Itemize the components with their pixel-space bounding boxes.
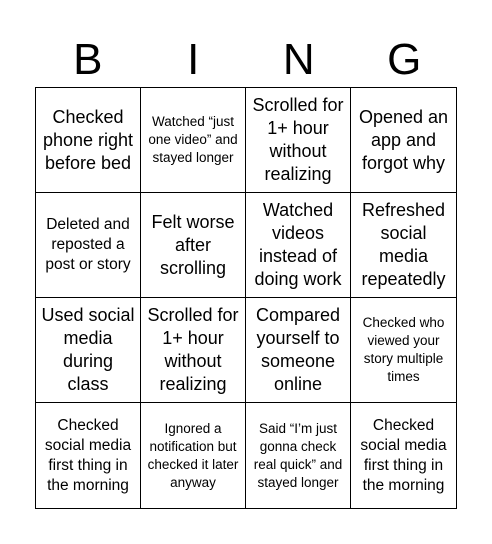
bingo-cell[interactable] [246,88,351,193]
cell-text: Opened an app and forgot why [358,106,449,173]
cell-text: Scrolled for 1+ hour without realizing [252,95,344,184]
cell-text: Refreshed social media repeatedly [361,200,446,289]
cell-text: Checked social media first thing in the morning [360,416,447,494]
bingo-cell[interactable] [36,403,141,508]
cell-text: Watched “just one video” and stayed longer [148,114,238,165]
cell-text: Ignored a notification but checked it later anyway [147,420,239,490]
bingo-cell[interactable] [36,193,141,298]
bingo-cell[interactable] [36,298,141,403]
header-letter-g: G [387,35,422,84]
cell-text: Compared yourself to someone online [255,305,341,394]
bingo-cell[interactable] [351,403,456,508]
bingo-cell[interactable] [246,193,351,298]
cell-text: Checked phone right before bed [42,106,134,173]
bingo-cell[interactable] [141,403,246,508]
bingo-cell[interactable] [246,403,351,508]
cell-text: Deleted and reposted a post or story [45,216,131,273]
cell-text: Scrolled for 1+ hour without realizing [147,305,239,394]
bingo-header [35,36,457,84]
bingo-cell[interactable] [141,298,246,403]
cell-text: Checked social media first thing in the morning [44,416,132,494]
header-letter-i: I [187,35,200,84]
bingo-cell[interactable] [351,298,456,403]
header-letter-n: N [282,35,315,84]
bingo-cell[interactable] [36,88,141,193]
bingo-cell[interactable] [141,88,246,193]
cell-text: Checked who viewed your story multiple times [362,315,445,384]
cell-text: Used social media during class [41,305,135,394]
bingo-cell[interactable] [351,88,456,193]
bingo-card-grid [35,87,457,509]
bingo-cell[interactable] [246,298,351,403]
cell-text: Felt worse after scrolling [151,211,235,278]
cell-text: Watched videos instead of doing work [254,200,342,289]
header-letter-b: B [73,35,103,84]
bingo-cell[interactable] [351,193,456,298]
bingo-cell[interactable] [141,193,246,298]
cell-text: Said “I’m just gonna check real quick” and stayed longer [253,420,343,490]
